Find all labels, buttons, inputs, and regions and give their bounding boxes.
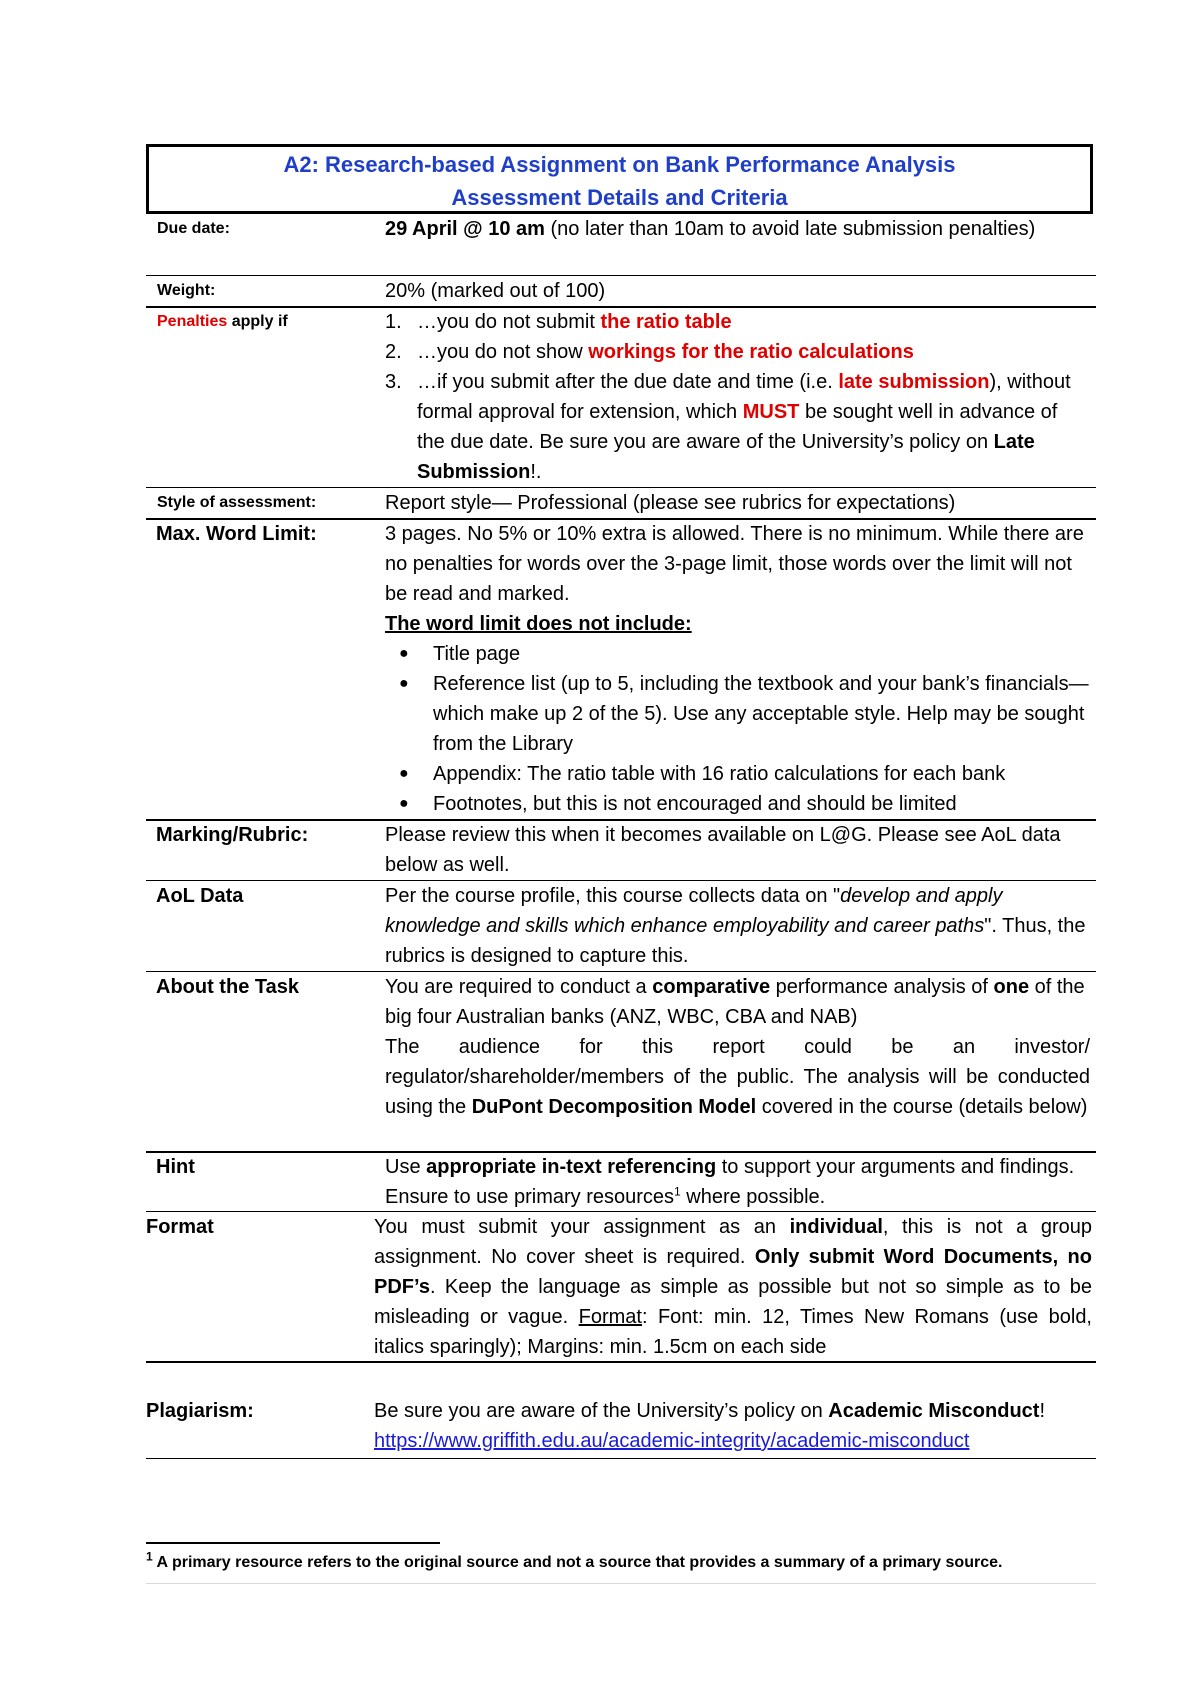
footnote: [146, 1550, 1096, 1576]
plagiarism-text: Be sure you are aware of the University’s policy on: [374, 1400, 829, 1422]
hint-text: Use: [385, 1156, 427, 1178]
list-item-text: Appendix: The ratio table with 16 ratio calculations for each bank: [433, 763, 1006, 785]
penalty-text: …you do not show: [417, 341, 589, 363]
format-value: [374, 1212, 1092, 1362]
task-emphasis: DuPont Decomposition Model: [471, 1096, 757, 1118]
penalties-list: [385, 307, 1090, 487]
format-text: . Keep the language as simple as possible but not so simple as to be misleading or vague.: [374, 1276, 1092, 1328]
penalties-label-rest: apply if: [227, 313, 288, 330]
bullet-icon: ●: [399, 795, 409, 812]
footer-divider: [146, 1583, 1096, 1584]
list-item-text: Reference list (up to 5, including the textbook and your bank’s financials—which make up 2 of the 5). Use any acceptable style. Help may be sought from the Library: [433, 673, 1089, 755]
title-line-2: Assessment Details and Criteria: [451, 185, 788, 210]
format-label: Format: [146, 1216, 214, 1238]
penalty-text: be sought well in advance of the due date. Be sure you are aware of the University’s policy on: [417, 401, 1058, 453]
penalty-highlight: MUST: [742, 401, 800, 423]
hint-value: [385, 1152, 1090, 1212]
row-divider: [146, 1361, 1096, 1363]
task-value: [385, 972, 1090, 1122]
list-item: [399, 789, 1090, 819]
list-item-text: Title page: [433, 643, 521, 665]
style-label: Style of assessment:: [157, 494, 317, 511]
task-emphasis: one: [993, 976, 1030, 998]
penalty-text: !.: [530, 461, 542, 483]
word-limit-text: 3 pages. No 5% or 10% extra is allowed. There is no minimum. While there are no penalties for words over the 3-page limit, those words over the limit will not be read and marked.: [385, 523, 1084, 605]
aol-text: ". Thus, the rubrics is designed to capture this.: [385, 915, 1086, 967]
format-emphasis: Only submit Word Documents, no PDF’s: [374, 1246, 1092, 1298]
word-limit-exclusions: [385, 639, 1090, 819]
footnote-separator: [146, 1542, 440, 1544]
due-date-note: (no later than 10am to avoid late submission penalties): [544, 218, 1036, 240]
footnote-marker: 1: [674, 1184, 681, 1199]
task-text: performance analysis of: [770, 976, 994, 998]
penalties-list-container: [385, 307, 1090, 487]
penalty-item: [385, 307, 1090, 337]
footnote-number: 1: [146, 1549, 153, 1564]
bullet-icon: ●: [399, 765, 409, 782]
list-item-text: Footnotes, but this is not encouraged and should be limited: [433, 793, 957, 815]
hint-text: to support your arguments and findings. Ensure to use primary resources: [385, 1156, 1075, 1208]
marking-label: Marking/Rubric:: [156, 824, 309, 846]
penalty-highlight: the ratio table: [600, 311, 732, 333]
footnote-text: A primary resource refers to the original source and not a source that provides a summary of a primary source.: [152, 1554, 1003, 1571]
word-limit-value: [385, 519, 1090, 819]
penalty-number: 2.: [385, 341, 402, 363]
marking-value: Please review this when it becomes available on L@G. Please see AoL data below as well.: [385, 824, 1061, 876]
aol-value: [385, 881, 1090, 971]
format-text: , this is not a group assignment. No cover sheet is required.: [374, 1216, 1092, 1268]
penalty-text: …you do not submit: [417, 311, 601, 333]
word-limit-label: Max. Word Limit:: [156, 523, 317, 545]
penalty-text: …if you submit after the due date and time (i.e.: [417, 371, 839, 393]
task-emphasis: comparative: [652, 976, 771, 998]
task-text: The audience for this report could be an investor/ regulator/shareholder/members of the public. The analysis will be conducted using the: [385, 1036, 1090, 1118]
penalty-number: 1.: [385, 311, 402, 333]
format-text: You must submit your assignment as an: [374, 1216, 790, 1238]
title-line-1: A2: Research-based Assignment on Bank Performance Analysis: [283, 152, 956, 177]
late-submission-policy: Late Submission: [417, 431, 1035, 483]
row-divider: [146, 1458, 1096, 1459]
plagiarism-text: !: [1039, 1400, 1046, 1422]
penalty-highlight: late submission: [838, 371, 990, 393]
task-paragraph-1: [385, 972, 1090, 1032]
list-item: [399, 639, 1090, 669]
bullet-icon: ●: [399, 675, 409, 692]
aol-quote: develop and apply knowledge and skills which enhance employability and career paths: [385, 885, 1003, 937]
penalty-item: [385, 337, 1090, 367]
penalty-item: [385, 367, 1090, 487]
penalties-label: [157, 307, 288, 337]
academic-misconduct-policy: Academic Misconduct: [828, 1400, 1040, 1422]
aol-text: Per the course profile, this course collects data on ": [385, 885, 841, 907]
hint-text: where possible.: [680, 1186, 826, 1208]
task-paragraph-2: [385, 1032, 1090, 1122]
task-label: About the Task: [156, 976, 299, 998]
word-limit-exclude-heading: The word limit does not include:: [385, 613, 692, 635]
style-value: Report style— Professional (please see rubrics for expectations): [385, 492, 956, 514]
academic-misconduct-link[interactable]: https://www.griffith.edu.au/academic-integrity/academic-misconduct: [374, 1430, 970, 1452]
weight-label: Weight:: [157, 282, 216, 299]
task-text: of the big four Australian banks (ANZ, WBC, CBA and NAB): [385, 976, 1085, 1028]
plagiarism-label: Plagiarism:: [146, 1400, 254, 1422]
aol-label: AoL Data: [156, 885, 244, 907]
penalties-label-red: Penalties: [157, 313, 228, 330]
format-emphasis: individual: [789, 1216, 883, 1238]
penalty-text: ), without formal approval for extension, which: [417, 371, 1071, 423]
task-text: covered in the course (details below): [756, 1096, 1088, 1118]
list-item: [399, 669, 1090, 759]
list-item: [399, 759, 1090, 789]
plagiarism-value: [374, 1396, 1092, 1456]
task-text: You are required to conduct a: [385, 976, 653, 998]
hint-emphasis: appropriate in-text referencing: [426, 1156, 717, 1178]
penalty-number: 3.: [385, 371, 402, 393]
due-date-label: Due date:: [157, 220, 230, 237]
format-text: : Font: min. 12, Times New Romans (use bold, italics sparingly); Margins: min. 1.5cm on each side: [374, 1306, 1092, 1358]
hint-label: Hint: [156, 1156, 195, 1178]
bullet-icon: ●: [399, 645, 409, 662]
penalty-highlight: workings for the ratio calculations: [588, 341, 914, 363]
title-box: [146, 144, 1093, 214]
due-date-date: 29 April @ 10 am: [385, 218, 545, 240]
weight-value: 20% (marked out of 100): [385, 280, 606, 302]
due-date-value: [385, 214, 1090, 244]
format-subheading: Format: [578, 1306, 642, 1328]
